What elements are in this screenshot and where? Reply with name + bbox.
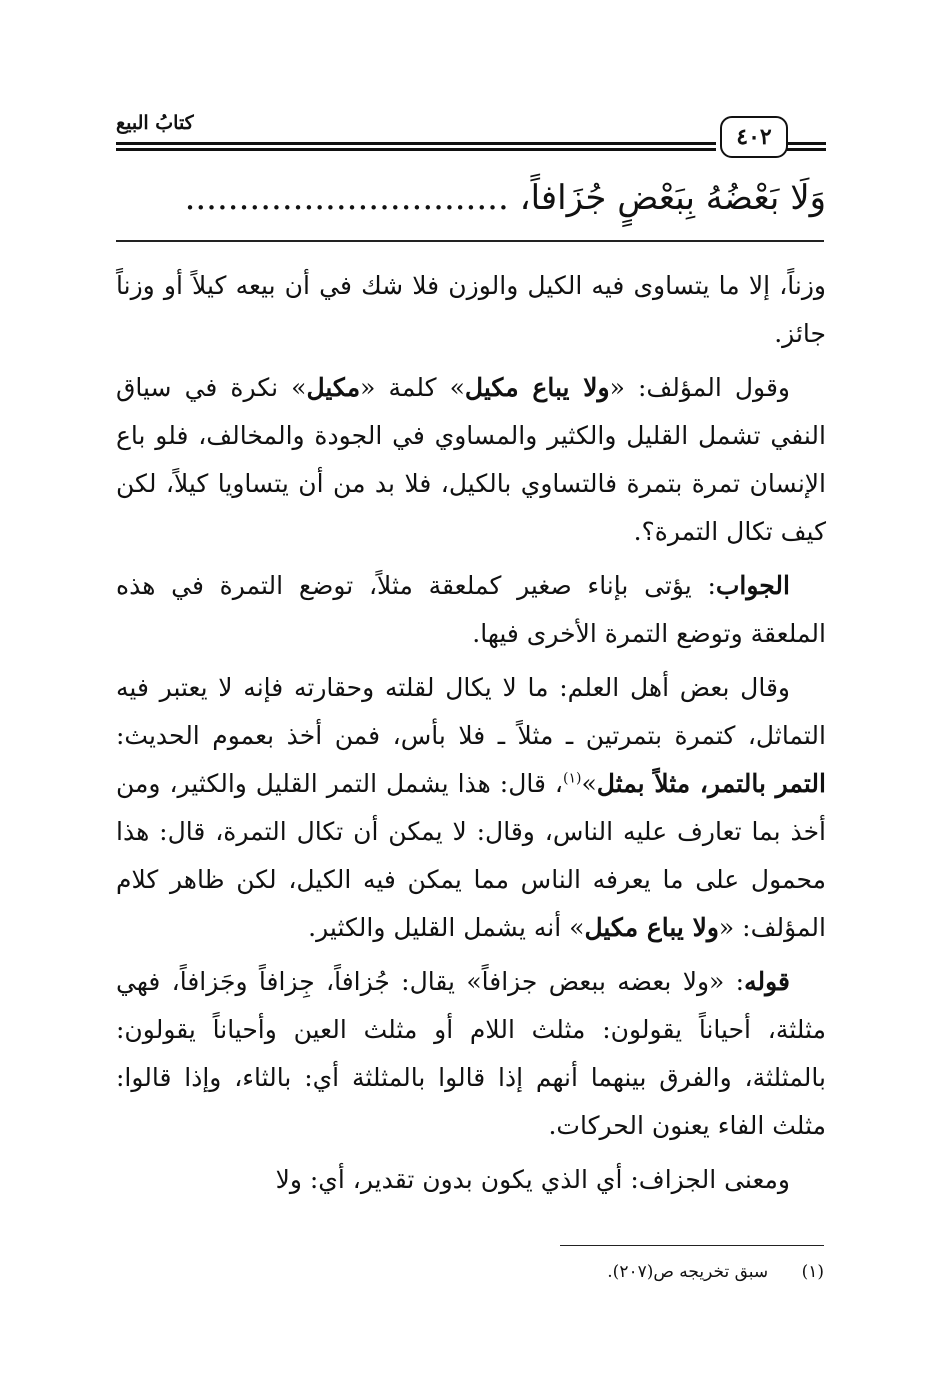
text-run: » كلمة « bbox=[360, 373, 465, 402]
bold-text: ولا يباع مكيل bbox=[464, 373, 610, 402]
header-rule bbox=[116, 142, 716, 145]
book-title: كتابُ البيع bbox=[116, 112, 194, 134]
commentary-body bbox=[116, 262, 826, 1210]
bold-text: قوله bbox=[744, 967, 790, 996]
text-run: وقول المؤلف: « bbox=[609, 373, 790, 402]
footnote bbox=[440, 1262, 824, 1282]
page-number: ٤٠٢ bbox=[720, 116, 788, 158]
text-run: : يؤتى بإناء صغير كملعقة مثلاً، توضع التمرة في هذه الملعقة وتوضع التمرة الأخرى فيها. bbox=[116, 571, 826, 648]
paragraph bbox=[116, 664, 826, 952]
paragraph bbox=[116, 958, 826, 1150]
bold-text: الجواب bbox=[715, 571, 790, 600]
paragraph bbox=[116, 1156, 826, 1204]
header-rule bbox=[786, 148, 826, 151]
footnote-text: سبق تخريجه ص(٢٠٧). bbox=[607, 1262, 769, 1282]
header-rule bbox=[786, 142, 826, 145]
matn-text: وَلَا بَعْضُهُ بِبَعْضٍ جُزَافاً، .............................. bbox=[184, 178, 826, 218]
text-run: ، قال: هذا يشمل التمر القليل والكثير، ومن أخذ بما تعارف عليه الناس، وقال: لا يمكن أن تكال التمرة، قال: هذا محمول على ما يعرفه الناس مما يمكن فيه الكيل، لكن ظاهر كلام المؤلف: « bbox=[116, 769, 826, 942]
text-run: » أنه يشمل القليل والكثير. bbox=[308, 913, 585, 942]
bold-text: التمر بالتمر، مثلاً بمثل bbox=[596, 769, 826, 798]
paragraph bbox=[116, 364, 826, 556]
header-rule bbox=[116, 148, 716, 151]
bold-text: ولا يباع مكيل bbox=[584, 913, 719, 942]
paragraph bbox=[116, 562, 826, 658]
footnote-separator bbox=[560, 1245, 824, 1246]
text-run: » نكرة في سياق النفي تشمل القليل والكثير والمساوي في الجودة والمخالف، فلو باع الإنسان تمرة بتمرة فالتساوي بالكيل، فلا بد من أن يتساويا كيلاً، لكن كيف تكال التمرة؟. bbox=[116, 373, 826, 546]
matn-separator bbox=[116, 240, 824, 242]
page-header bbox=[116, 112, 826, 156]
footnote-marker: (١) bbox=[801, 1262, 824, 1282]
text-run: وقال بعض أهل العلم: ما لا يكال لقلته وحقارته فإنه لا يعتبر فيه التماثل، كتمرة بتمرتين ـ مثلاً ـ فلا بأس، فمن أخذ بعموم الحديث: bbox=[116, 673, 826, 750]
text-run: » bbox=[581, 769, 597, 798]
text-run: : «ولا بعضه ببعض جزافاً» يقال: جُزافاً، جِزافاً وجَزافاً، فهي مثلثة، أحياناً يقولون: مثلث اللام أو مثلث العين وأحياناً يقولون: بالمثلثة، والفرق بينهما أنهم إذا قالوا بالمثلثة أي: بالثاء، وإذا قالوا: مثلث الفاء يعنون الحركات. bbox=[116, 967, 826, 1140]
paragraph bbox=[116, 262, 826, 358]
footnote-reference: (١) bbox=[562, 770, 582, 787]
text-run: ومعنى الجزاف: أي الذي يكون بدون تقدير، أي: ولا bbox=[275, 1165, 790, 1194]
bold-text: مكيل bbox=[306, 373, 361, 402]
text-run: وزناً، إلا ما يتساوى فيه الكيل والوزن فلا شك في أن بيعه كيلاً أو وزناً جائز. bbox=[116, 271, 826, 348]
